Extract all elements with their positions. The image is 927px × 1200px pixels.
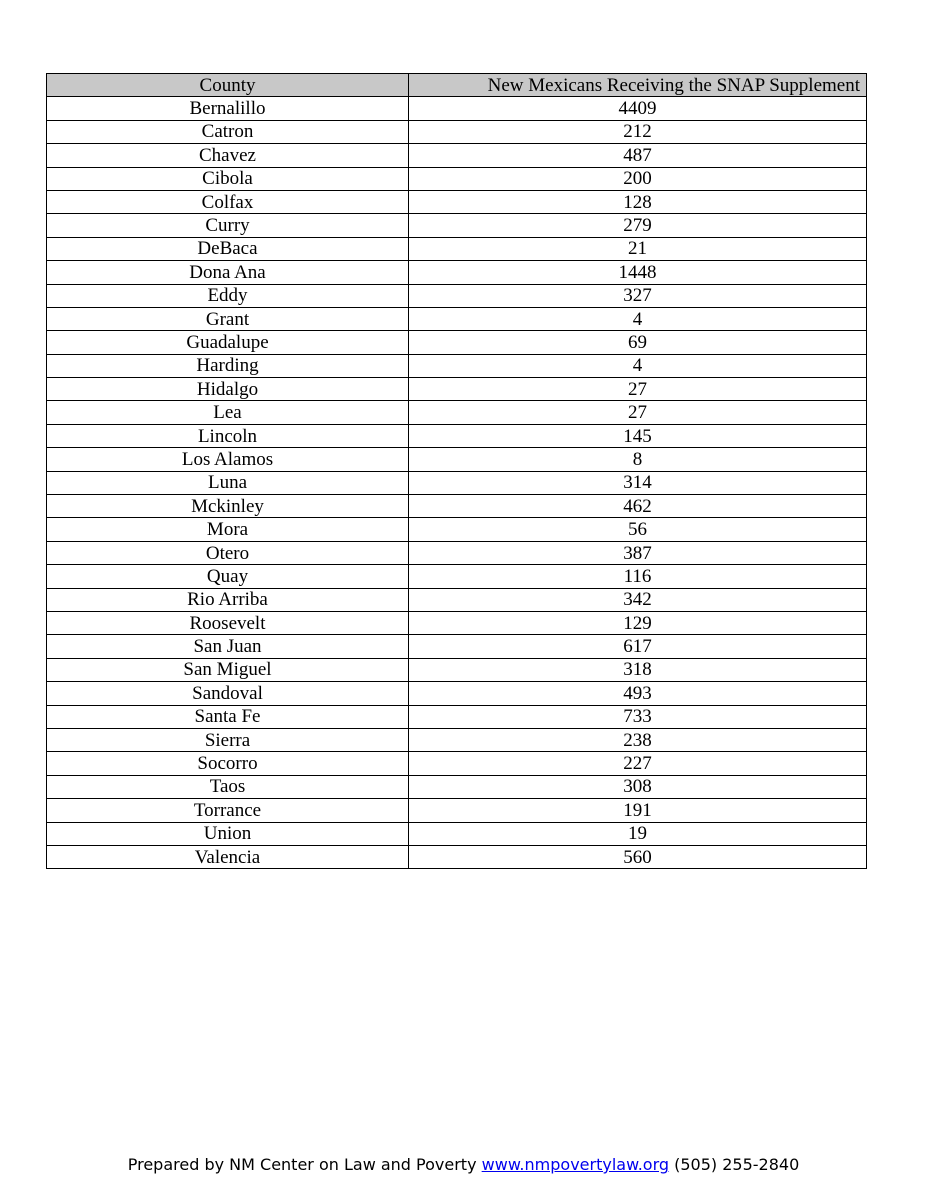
table-header-row [47, 74, 867, 97]
table-row [47, 448, 867, 471]
county-cell: Grant [47, 307, 409, 330]
county-cell: Santa Fe [47, 705, 409, 728]
snap-count-cell: 4 [409, 307, 867, 330]
snap-count-cell: 129 [409, 611, 867, 634]
county-cell: Dona Ana [47, 261, 409, 284]
table-row [47, 775, 867, 798]
table-row [47, 424, 867, 447]
snap-count-cell: 227 [409, 752, 867, 775]
county-cell: Otero [47, 541, 409, 564]
table-row [47, 307, 867, 330]
snap-count-cell: 387 [409, 541, 867, 564]
table-row [47, 214, 867, 237]
table-row [47, 167, 867, 190]
snap-count-cell: 327 [409, 284, 867, 307]
snap-count-cell: 617 [409, 635, 867, 658]
table-row [47, 495, 867, 518]
table-row [47, 144, 867, 167]
county-column-header: County [47, 74, 409, 97]
snap-count-cell: 27 [409, 378, 867, 401]
county-cell: Los Alamos [47, 448, 409, 471]
county-cell: Sierra [47, 728, 409, 751]
county-cell: Curry [47, 214, 409, 237]
website-link[interactable]: www.nmpovertylaw.org [481, 1155, 670, 1174]
snap-count-cell: 487 [409, 144, 867, 167]
county-cell: Catron [47, 120, 409, 143]
snap-count-cell: 314 [409, 471, 867, 494]
county-cell: Mckinley [47, 495, 409, 518]
county-cell: DeBaca [47, 237, 409, 260]
snap-count-cell: 191 [409, 799, 867, 822]
snap-count-cell: 128 [409, 190, 867, 213]
table-row [47, 471, 867, 494]
county-cell: Quay [47, 565, 409, 588]
table-row [47, 237, 867, 260]
table-row [47, 401, 867, 424]
county-cell: San Miguel [47, 658, 409, 681]
snap-supplement-table [46, 73, 867, 869]
snap-count-cell: 1448 [409, 261, 867, 284]
county-cell: Torrance [47, 799, 409, 822]
table-row [47, 190, 867, 213]
table-row [47, 845, 867, 868]
table-row [47, 588, 867, 611]
footer [0, 1155, 927, 1174]
footer-phone: (505) 255-2840 [669, 1155, 800, 1174]
snap-count-cell: 238 [409, 728, 867, 751]
table-row [47, 120, 867, 143]
county-cell: Socorro [47, 752, 409, 775]
county-cell: Rio Arriba [47, 588, 409, 611]
table-row [47, 97, 867, 120]
snap-count-cell: 212 [409, 120, 867, 143]
snap-count-cell: 27 [409, 401, 867, 424]
county-cell: Valencia [47, 845, 409, 868]
table-row [47, 822, 867, 845]
snap-count-cell: 19 [409, 822, 867, 845]
table-row [47, 611, 867, 634]
county-cell: Hidalgo [47, 378, 409, 401]
county-cell: Eddy [47, 284, 409, 307]
footer-prefix: Prepared by NM Center on Law and Poverty [127, 1155, 482, 1174]
county-cell: Colfax [47, 190, 409, 213]
snap-count-cell: 69 [409, 331, 867, 354]
county-cell: Sandoval [47, 682, 409, 705]
county-cell: Chavez [47, 144, 409, 167]
snap-count-cell: 200 [409, 167, 867, 190]
table-row [47, 728, 867, 751]
table-row [47, 261, 867, 284]
county-cell: Lincoln [47, 424, 409, 447]
snap-count-cell: 56 [409, 518, 867, 541]
snap-count-cell: 116 [409, 565, 867, 588]
county-cell: Union [47, 822, 409, 845]
snap-count-cell: 733 [409, 705, 867, 728]
table-row [47, 682, 867, 705]
table-row [47, 354, 867, 377]
table-row [47, 518, 867, 541]
snap-count-cell: 21 [409, 237, 867, 260]
county-cell: Lea [47, 401, 409, 424]
table-row [47, 284, 867, 307]
county-cell: San Juan [47, 635, 409, 658]
snap-count-cell: 318 [409, 658, 867, 681]
snap-count-cell: 145 [409, 424, 867, 447]
table-row [47, 541, 867, 564]
county-cell: Bernalillo [47, 97, 409, 120]
county-cell: Mora [47, 518, 409, 541]
snap-count-cell: 493 [409, 682, 867, 705]
county-cell: Luna [47, 471, 409, 494]
table-row [47, 378, 867, 401]
table-row [47, 331, 867, 354]
county-cell: Taos [47, 775, 409, 798]
snap-count-column-header: New Mexicans Receiving the SNAP Supplement [409, 74, 867, 97]
snap-count-cell: 4 [409, 354, 867, 377]
county-cell: Roosevelt [47, 611, 409, 634]
snap-count-cell: 308 [409, 775, 867, 798]
county-cell: Guadalupe [47, 331, 409, 354]
table-row [47, 635, 867, 658]
table-row [47, 705, 867, 728]
snap-count-cell: 8 [409, 448, 867, 471]
county-cell: Cibola [47, 167, 409, 190]
table-row [47, 752, 867, 775]
snap-count-cell: 4409 [409, 97, 867, 120]
table-body [47, 97, 867, 869]
table-row [47, 658, 867, 681]
snap-count-cell: 342 [409, 588, 867, 611]
table-row [47, 799, 867, 822]
snap-count-cell: 560 [409, 845, 867, 868]
table-row [47, 565, 867, 588]
snap-count-cell: 462 [409, 495, 867, 518]
snap-count-cell: 279 [409, 214, 867, 237]
county-cell: Harding [47, 354, 409, 377]
